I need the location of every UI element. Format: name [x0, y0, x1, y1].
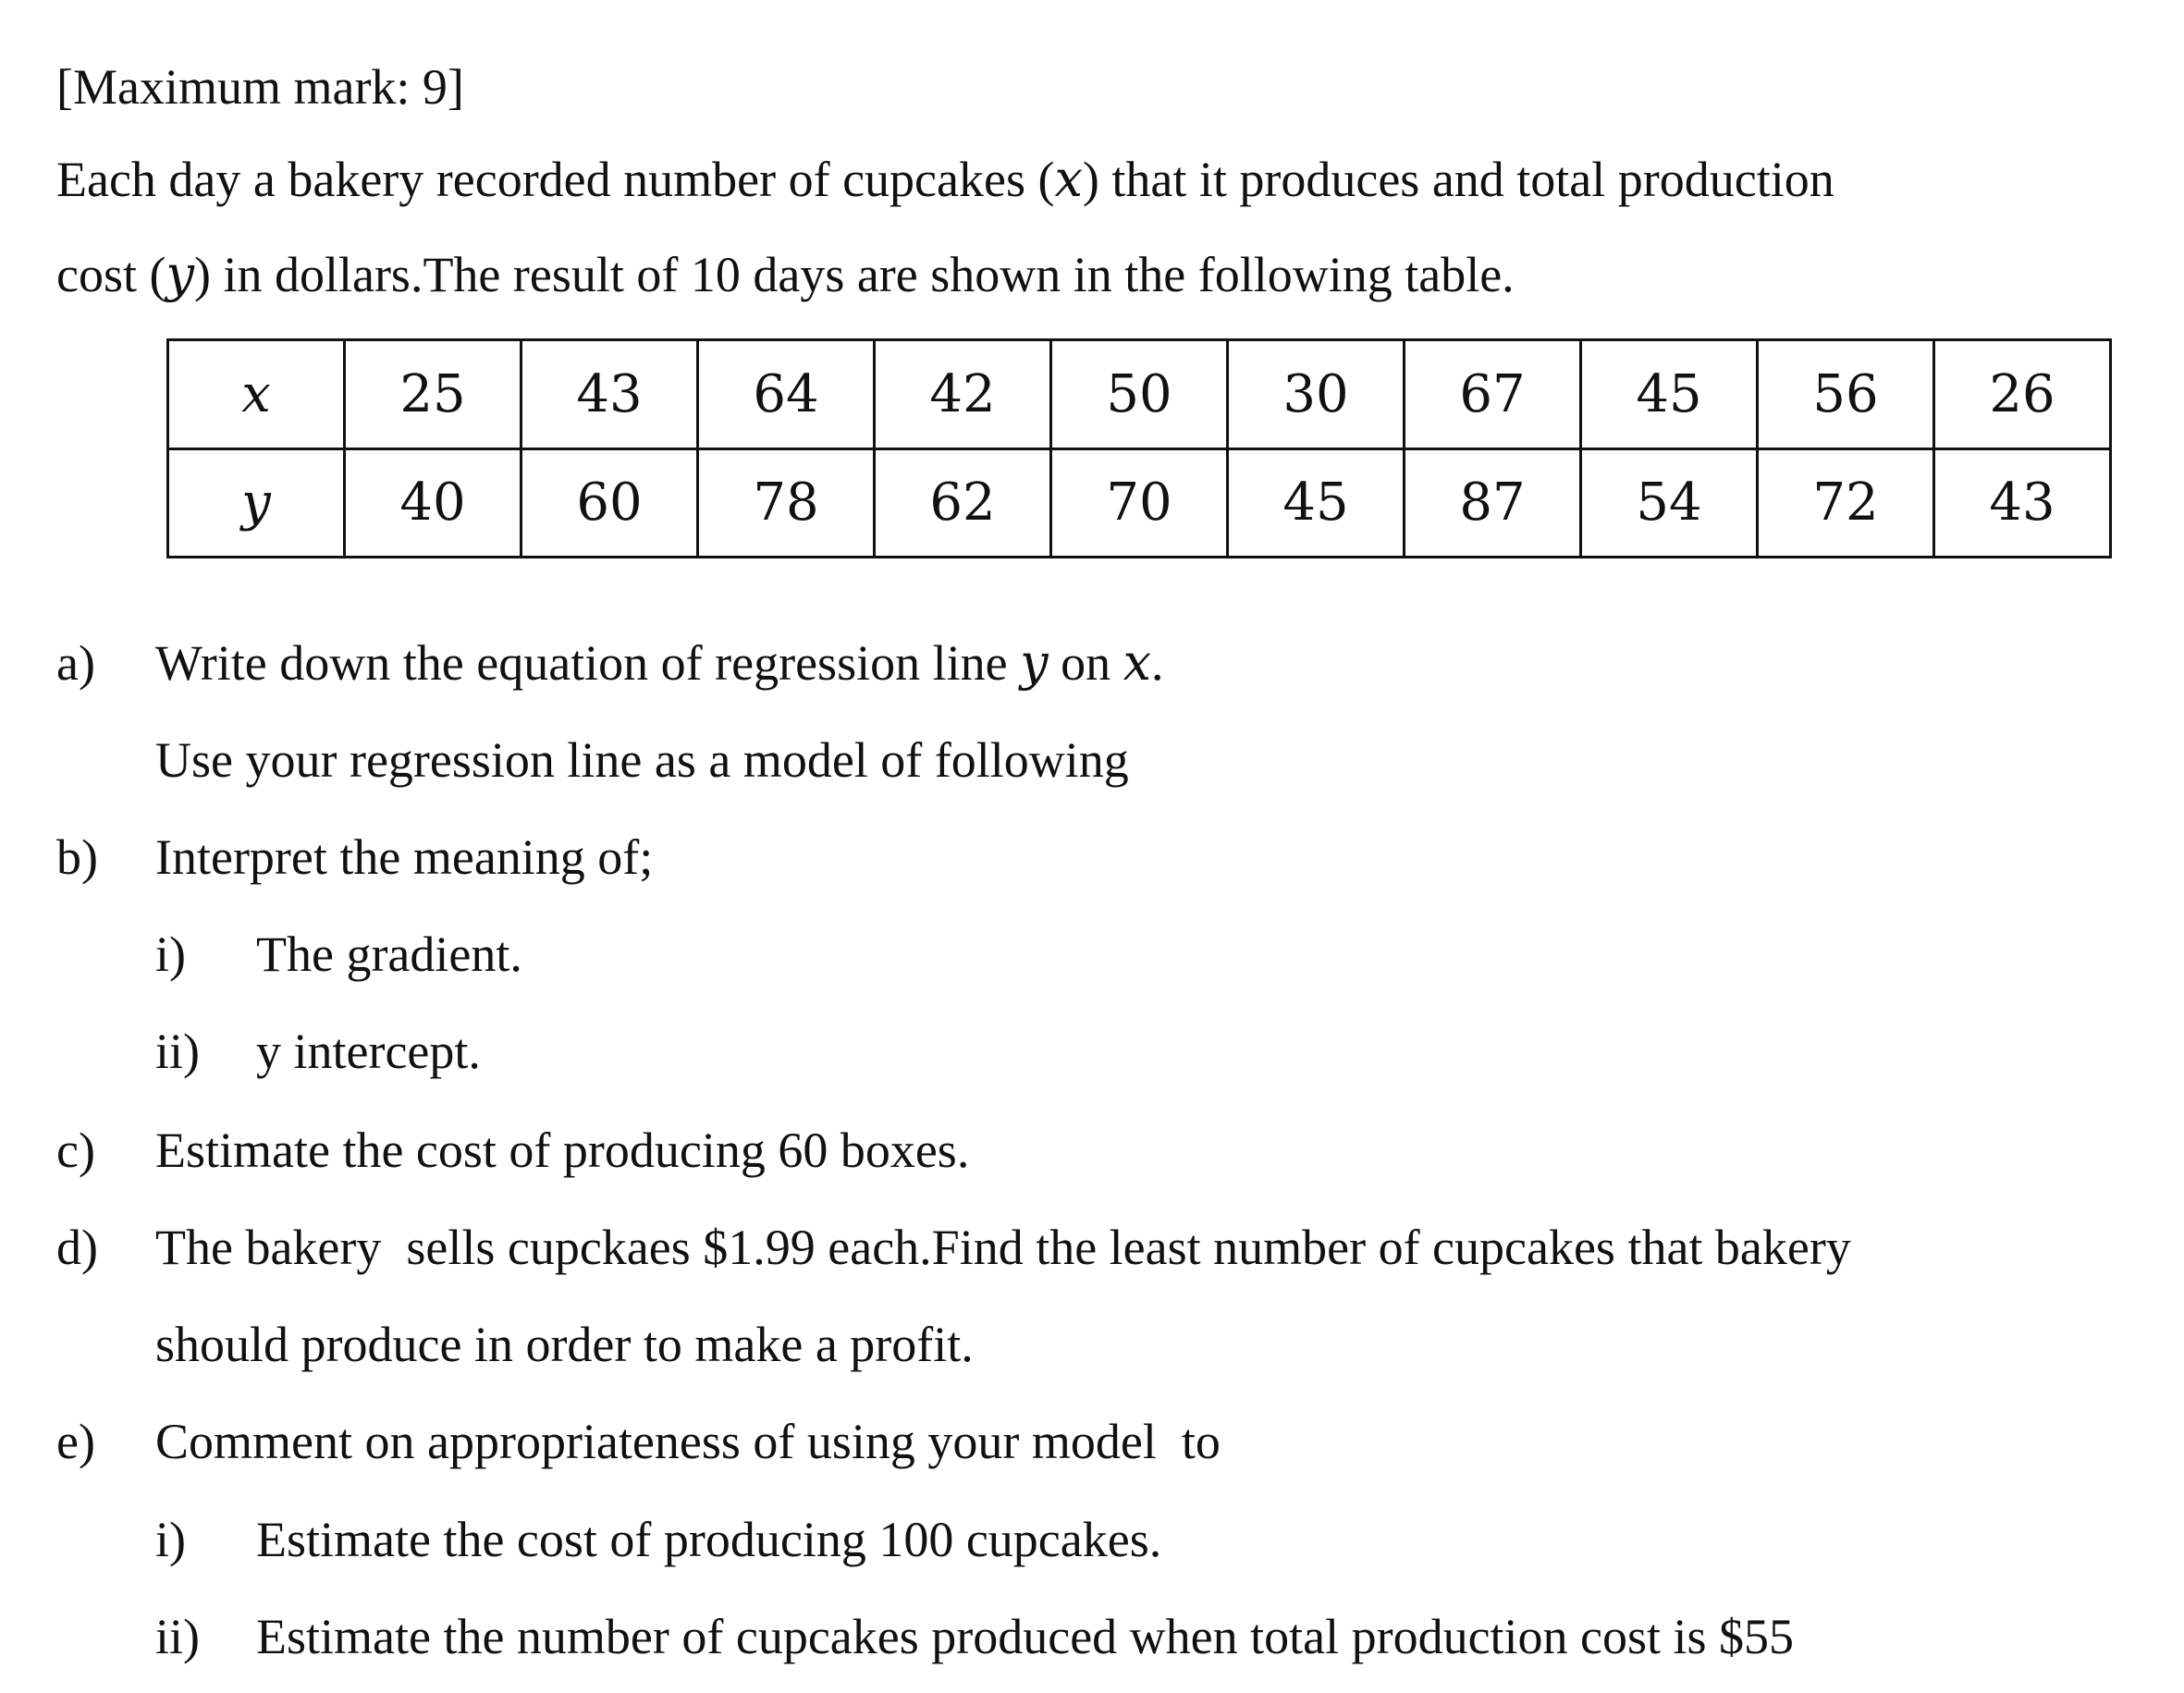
table-cell: 45: [1581, 340, 1758, 449]
table-cell: 43: [521, 340, 698, 449]
intro-text: ) in dollars.The result of 10 days are shown in the following table.: [193, 247, 1515, 302]
table-cell: 26: [1934, 340, 2111, 449]
row-label-y: y: [168, 448, 345, 558]
question-b-label: b): [56, 829, 98, 885]
question-d-text-line-2: should produce in order to make a profit.: [155, 1317, 974, 1372]
row-label-x: x: [168, 340, 345, 449]
table-cell: 42: [875, 340, 1051, 449]
variable-y: y: [166, 245, 194, 303]
question-a-label: a): [56, 635, 95, 691]
intro-text: Each day a bakery recorded number of cupcakes (: [56, 152, 1055, 207]
question-b-ii-label: ii): [155, 1024, 200, 1079]
data-table: [166, 338, 2112, 558]
question-text: Write down the equation of regression line: [155, 635, 1021, 691]
question-a-text: [155, 633, 1164, 693]
question-b-ii-text: y intercept.: [256, 1024, 481, 1079]
intro-line-2: [56, 245, 1515, 304]
table-cell: 56: [1758, 340, 1934, 449]
question-c-text: Estimate the cost of producing 60 boxes.: [155, 1123, 970, 1178]
table-row-x: [168, 340, 2111, 449]
table-cell: 87: [1405, 448, 1581, 558]
question-d-text-line-1: The bakery sells cupckaes $1.99 each.Find the least number of cupcakes that bakery: [155, 1220, 1851, 1275]
question-e-text: Comment on appropriateness of using your model to: [155, 1414, 1221, 1469]
intro-line-1: [56, 150, 1834, 209]
table-cell: 50: [1051, 340, 1228, 449]
question-b-i-text: The gradient.: [256, 926, 522, 982]
question-c-label: c): [56, 1123, 95, 1178]
table-cell: 54: [1581, 448, 1758, 558]
variable-x: x: [1054, 150, 1083, 208]
table-cell: 64: [698, 340, 875, 449]
question-a-note: Use your regression line as a model of following: [155, 732, 1129, 788]
question-e-ii-label: ii): [155, 1609, 200, 1664]
question-text: .: [1151, 635, 1164, 691]
intro-text: cost (: [56, 247, 166, 302]
table-cell: 67: [1405, 340, 1581, 449]
table-cell: 62: [875, 448, 1051, 558]
table-row-y: [168, 448, 2111, 558]
table-cell: 78: [698, 448, 875, 558]
question-e-ii-text: Estimate the number of cupcakes produced when total production cost is $55: [256, 1609, 1795, 1664]
table-cell: 72: [1758, 448, 1934, 558]
variable-x: x: [1123, 633, 1152, 692]
table-cell: 43: [1934, 448, 2111, 558]
question-e-i-text: Estimate the cost of producing 100 cupcakes.: [256, 1512, 1162, 1567]
table-cell: 40: [345, 448, 521, 558]
variable-y: y: [1020, 633, 1049, 692]
question-b-text: Interpret the meaning of;: [155, 829, 654, 885]
question-e-i-label: i): [155, 1512, 186, 1567]
question-b-i-label: i): [155, 926, 186, 982]
table-cell: 45: [1228, 448, 1405, 558]
table-cell: 30: [1228, 340, 1405, 449]
table-cell: 70: [1051, 448, 1228, 558]
intro-text: ) that it produces and total production: [1082, 152, 1834, 207]
table-cell: 60: [521, 448, 698, 558]
question-text: on: [1048, 635, 1123, 691]
question-d-label: d): [56, 1220, 98, 1275]
max-mark-heading: [Maximum mark: 9]: [56, 59, 464, 115]
question-e-label: e): [56, 1414, 95, 1469]
table-cell: 25: [345, 340, 521, 449]
